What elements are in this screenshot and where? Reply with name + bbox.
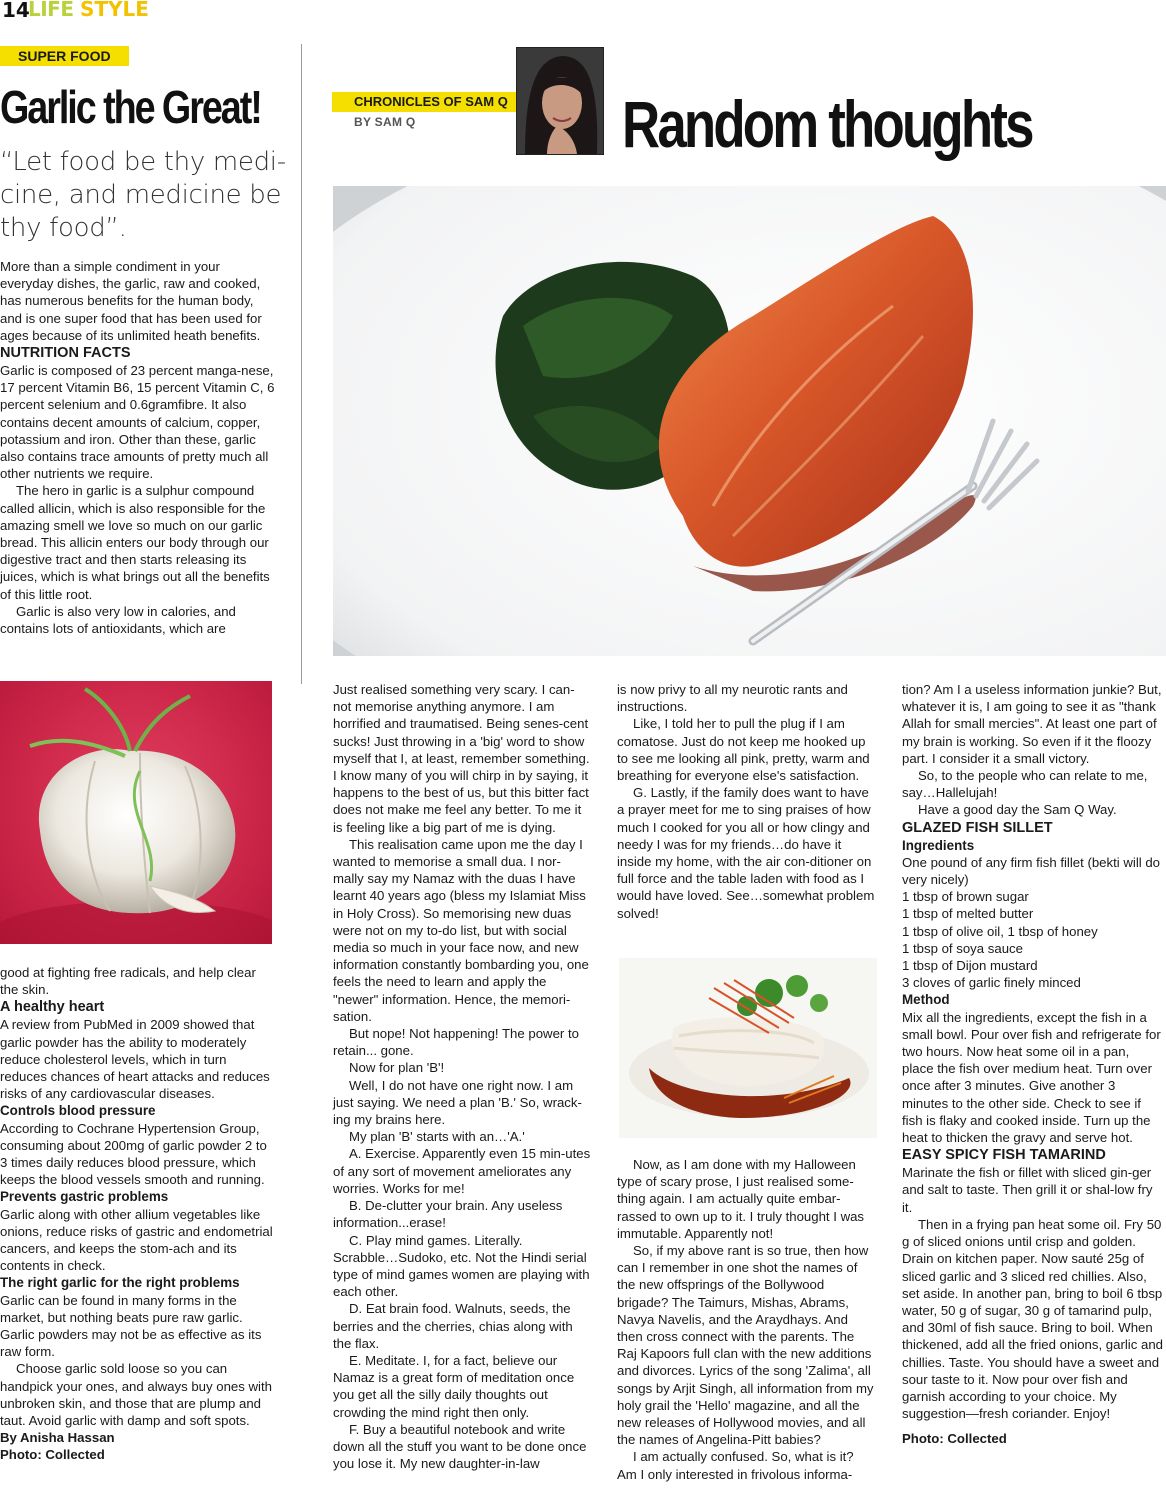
recipe-subheading: Ingredients bbox=[902, 837, 975, 853]
recipe-subheading: Method bbox=[902, 992, 950, 1008]
paragraph: F. Buy a beautiful notebook and write down all the stuff you want to be done once you lose it. My new daughter-in-law bbox=[333, 1421, 587, 1472]
paragraph: The hero in garlic is a sulphur compound called allicin, which is also responsible for the amazing smell we love so much on our garlic bread. This allicin enters our body through our digestive tract and then starts releasing its juices, which is what brings out all the benefits of this little root. bbox=[0, 483, 270, 602]
paragraph: Like, I told her to pull the plug if I am comatose. Just do not keep me hooked up to see me looking all pink, pretty, warm and breathing for everyone else's satisfaction. bbox=[617, 716, 870, 784]
column-divider bbox=[301, 44, 302, 684]
paragraph: B. De-clutter your brain. Any useless information...erase! bbox=[333, 1198, 563, 1231]
paragraph: Have a good day the Sam Q Way. bbox=[918, 802, 1117, 818]
paragraph: C. Play mind games. Literally. Scrabble…Sudoko, etc. Not the Hindi serial type of mind games women are playing with each other. bbox=[333, 1232, 590, 1300]
paragraph: This realisation came upon me the day I wanted to memorise a small dua. I nor-mally say my Namaz with the duas I have learnt 40 years ago (bless my Islamiat Miss in Holy Cross). So memorising new duas were not on my to-do list, but with social media so much in your face now, and new information constantly bombarding you, one feels the need to learn and apply the "newer" information. Hence, the memori-sation. bbox=[333, 836, 589, 1024]
page-number: 14 bbox=[2, 0, 30, 22]
recipe-method: Mix all the ingredients, except the fish in a small bowl. Pour over fish and refrigerate for two hours. Now heat some oil in a pan, place the fish over medium heat. Turn over once after 3 minutes. Give another 3 minutes to the other side. Check to see if fish is flaky and cooked inside. Turn up the heat to thicken the gravy and serve hot. bbox=[902, 1009, 1161, 1146]
paragraph: Marinate the fish or fillet with sliced gin-ger and salt to taste. Then grill it or shal-low fry it. bbox=[902, 1165, 1153, 1215]
recipe-title: GLAZED FISH SILLET bbox=[902, 819, 1053, 836]
intro-paragraph: More than a simple condiment in your everyday dishes, the garlic, raw and cooked, has numerous benefits for the human body, and is one super food that has been used for ages because of its unlimited heath benefits. bbox=[0, 259, 262, 343]
section-heading: NUTRITION FACTS bbox=[0, 345, 131, 362]
ingredient-item: 1 tbsp of Dijon mustard bbox=[902, 958, 1038, 974]
paragraph: is now privy to all my neurotic rants and instructions. bbox=[617, 682, 848, 715]
column-text-2-top bbox=[617, 681, 875, 922]
column-text-1 bbox=[333, 681, 591, 1472]
paragraph: Garlic is also very low in calories, and contains lots of antioxidants, which are bbox=[0, 603, 236, 637]
paragraph: My plan 'B' starts with an…'A.' bbox=[349, 1129, 525, 1145]
ingredient-item: 1 tbsp of soya sauce bbox=[902, 940, 1023, 956]
ingredient-item: 1 tbsp of brown sugar bbox=[902, 889, 1029, 905]
paragraph: A review from PubMed in 2009 showed that garlic powder has the ability to moderately reduce cholesterol levels, which in turn reduces chances of heart attacks and reduces risks of any cardiovascular diseases. bbox=[0, 1017, 270, 1102]
section-heading: A healthy heart bbox=[0, 999, 105, 1016]
paragraph: E. Meditate. I, for a fact, believe our Namaz is a great form of meditation once you get all the silly daily thoughts out crowding the mind right then only. bbox=[333, 1352, 575, 1420]
author-credit: By Anisha Hassan bbox=[0, 1430, 115, 1446]
paragraph: D. Eat brain food. Walnuts, seeds, the berries and the cherries, chias along with the flax. bbox=[333, 1301, 573, 1351]
article-tag: SUPER FOOD bbox=[0, 46, 129, 66]
column-text-3 bbox=[902, 681, 1164, 1448]
paragraph: Well, I do not have one right now. I am just saying. We need a plan 'B.' So, wrack-ing my brains here. bbox=[333, 1077, 582, 1128]
section-name-life: LIFE bbox=[28, 0, 74, 21]
paragraph: tion? Am I a useless information junkie? But, whatever it is, I am going to see it as "thank Allah for small mercies". At least one part of my brain is working. So even if it the floozy part. I consider it a small victory. bbox=[902, 682, 1162, 766]
paragraph: So, to the people who can relate to me, say…Hallelujah! bbox=[902, 768, 1148, 801]
author-photo bbox=[516, 47, 604, 155]
garlic-photo bbox=[0, 681, 272, 944]
paragraph: Then in a frying pan heat some oil. Fry 50 g of sliced onions until crisp and golden. Drain on kitchen paper. Now sauté 25g of sliced garlic and 3 sliced red chillies. Also, set aside. In another pan, bring to boil 6 tbsp water, 50 g of sugar, 30 g of tamarind pulp, and 30ml of fish sauce. Bring to boil. When thickened, add all the fried onions, garlic and chillies. Taste. You should have a sweet and sour taste to it. Now pour over fish and garnish according to your choice. My suggestion—fresh coriander. Enjoy! bbox=[902, 1216, 1163, 1422]
paragraph: A. Exercise. Apparently even 15 min-utes of any sort of movement ameliorates any worries. Works for me! bbox=[333, 1146, 591, 1196]
ingredient-item: 1 tbsp of melted butter bbox=[902, 906, 1034, 922]
section-heading: Prevents gastric problems bbox=[0, 1189, 169, 1205]
recipe-title: EASY SPICY FISH TAMARIND bbox=[902, 1147, 1106, 1164]
paragraph: Garlic can be found in many forms in the market, but nothing beats pure raw garlic. Garlic powders may not be as effective as its raw form. bbox=[0, 1292, 262, 1360]
photo-credit: Photo: Collected bbox=[902, 1431, 1007, 1447]
paragraph: good at fighting free radicals, and help clear the skin. bbox=[0, 965, 256, 998]
paragraph: So, if my above rant is so true, then how can I remember in one shot the names of the new offsprings of the Bollywood brigade? The Taimurs, Mishas, Abrams, Navya Navelis, and the Araydhays. And then cross connect with the parents. The Raj Kapoors full clan with the new additions and divorces. Lyrics of the song 'Zalima', all songs by Arjit Singh, all information from my holy grail the 'Hello' magazine, and all the new releases of Hollywood movies, and all the names of Angelina-Pitt babies? bbox=[617, 1243, 874, 1448]
paragraph: Garlic is composed of 23 percent manga-nese, 17 percent Vitamin B6, 15 percent Vitamin C, 6 percent selenium and 0.6gramfibre. It also contains decent amounts of calcium, copper, potassium and iron. Other than these, garlic also contains trace amounts of pretty much all other nutrients we require. bbox=[0, 363, 275, 482]
byline: BY SAM Q bbox=[354, 115, 416, 129]
tamarind-fish-photo bbox=[619, 958, 877, 1138]
photo-credit: Photo: Collected bbox=[0, 1447, 105, 1463]
article-body-top bbox=[0, 258, 275, 637]
ingredient-item: 3 cloves of garlic finely minced bbox=[902, 975, 1081, 991]
paragraph: Now for plan 'B'! bbox=[349, 1060, 445, 1076]
paragraph: Now, as I am done with my Halloween type of scary prose, I just realised some-thing again. I am actually quite embar-rassed to own up to it. I truly thought I was immutable. Apparently not! bbox=[617, 1157, 865, 1241]
paragraph: Choose garlic sold loose so you can handpick your ones, and always buy ones with unbroken skin, and those that are plump and taut. Avoid garlic with damp and soft spots. bbox=[0, 1361, 272, 1429]
paragraph: According to Cochrane Hypertension Group, consuming about 200mg of garlic powder 2 to 3 times daily reduces blood pressure, which keeps the blood vessels smooth and running. bbox=[0, 1120, 267, 1188]
column-title: Random thoughts bbox=[622, 87, 1032, 161]
paragraph: But nope! Not happening! The power to retain... gone. bbox=[333, 1026, 579, 1059]
column-text-2-bottom bbox=[617, 1156, 875, 1483]
ingredient-item: One pound of any firm fish fillet (bekti will do very nicely) bbox=[902, 854, 1161, 888]
column-tag: CHRONICLES OF SAM Q bbox=[332, 92, 528, 112]
pull-quote: “Let food be thy medi-cine, and medicine be thy food”. bbox=[0, 147, 286, 243]
paragraph: Garlic along with other allium vegetables like onions, reduce risks of gastric and endometrial cancers, and keeps the stom-ach and its contents in check. bbox=[0, 1206, 273, 1274]
article-title: Garlic the Great! bbox=[0, 81, 261, 133]
article-body-bottom bbox=[0, 964, 275, 1464]
paragraph: G. Lastly, if the family does want to have a prayer meet for me to sing praises of how much I cooked for you all or how clingy and needy I was for my friends…do have it inside my home, with the air con-ditioner on full force and the table laden with food as I would have loved. See…somewhat problem solved! bbox=[617, 785, 875, 921]
section-heading: Controls blood pressure bbox=[0, 1103, 156, 1119]
paragraph: I am actually confused. So, what is it? Am I only interested in frivolous informa- bbox=[617, 1449, 854, 1482]
section-heading: The right garlic for the right problems bbox=[0, 1275, 240, 1291]
paragraph: Just realised something very scary. I can-not memorise anything anymore. I am horrified and traumatised. Being senes-cent sucks! Just throwing in a 'big' word to show myself that I, at least, remember something. I know many of you will chirp in by saying, it happens to the best of us, but this bitter fact does not make me feel any better. To me it is feeling like a big part of me is dying. bbox=[333, 682, 590, 835]
section-name-style: STYLE bbox=[80, 0, 149, 21]
ingredient-item: 1 tbsp of olive oil, 1 tbsp of honey bbox=[902, 923, 1098, 939]
glazed-salmon-photo bbox=[333, 186, 1166, 656]
